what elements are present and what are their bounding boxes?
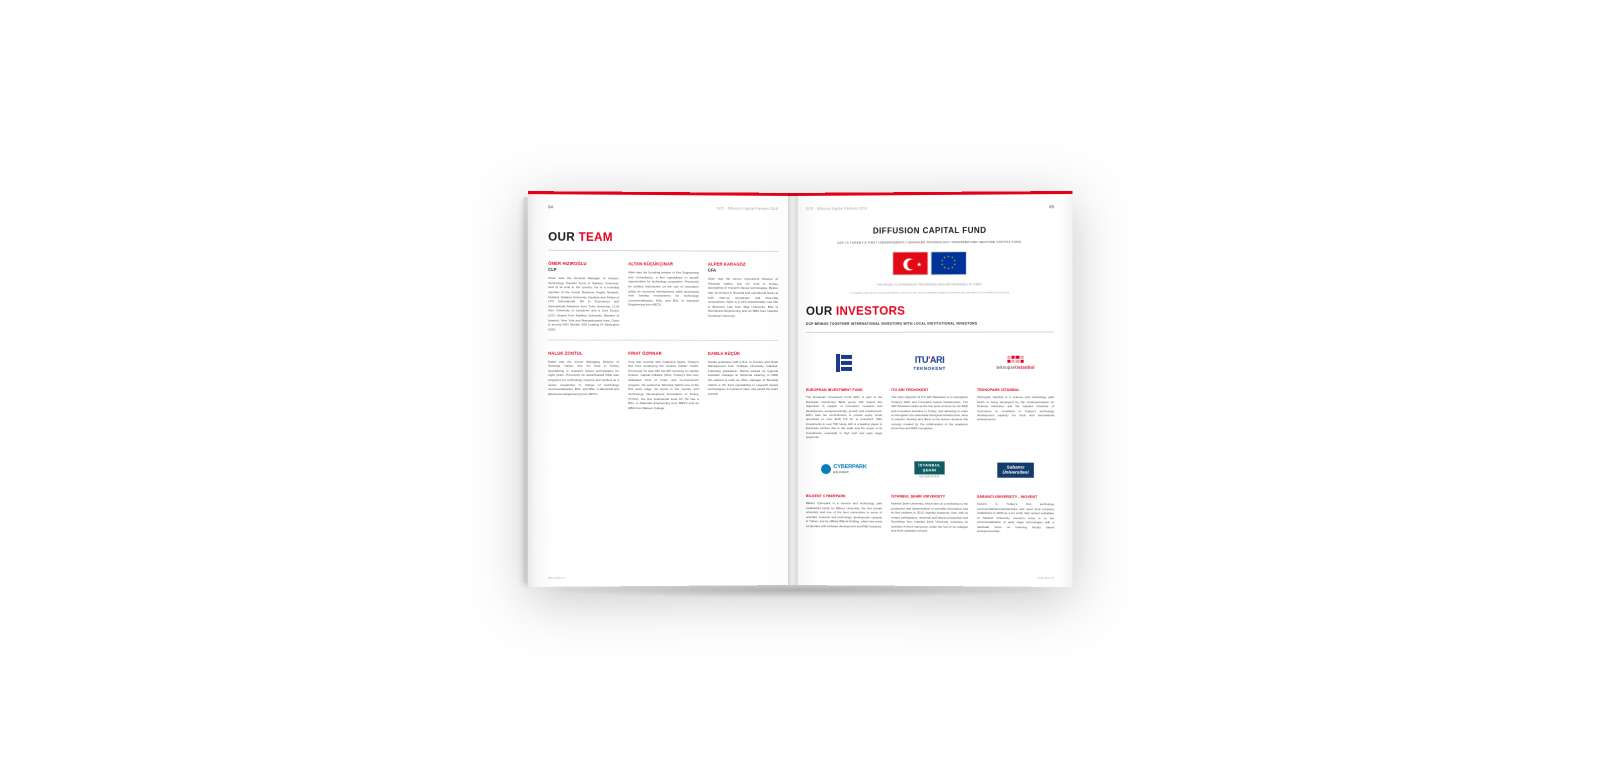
itu-ari-teknokent-logo-icon: ITU'ARI TEKNOKENT — [913, 355, 946, 372]
open-brochure — [530, 193, 1070, 585]
investor-logo-row-1 — [806, 346, 1054, 380]
investor-description: Teknopark Istanbul is a science and technology park which is being developed by the Undersecretariat for Defense Industries and the Istanbul Chamber of Commerce to contribute to Turkey's technology development capacity for local and international entrepreneurs. — [977, 395, 1055, 422]
funding-disclaimer: THIS PROJECT IS CO-FINANCED BY THE EUROPEAN UNION AND THE REPUBLIC OF TURKEY — [877, 284, 983, 287]
team-member-name: ÖMER HIZIROĞLU — [548, 260, 587, 267]
team-member-name: HALUK ZONTUL — [548, 350, 583, 356]
left-page-folio: 04 — [548, 204, 554, 210]
turkey-flag-icon: ★ — [892, 251, 928, 275]
eif-logo-icon — [806, 346, 882, 380]
team-member-bio: Haluk was the former Managing Director of Teknoloji Yatirim, first VC fund in Turkey specializing in research based technologies for eight years. Previously he spearheaded R&D loan programs for technology projects and worked as a senior researcher in charge of technology commercialization. BSc. and MSc. in Electrical and Electronics Engineering from METU. — [548, 359, 620, 396]
team-member-credential: CLP — [548, 266, 557, 272]
investors-title-highlight: INVESTORS — [835, 305, 906, 319]
page-title-highlight: TEAM — [578, 231, 613, 245]
team-member-name: ALPER KARAGÖZ — [707, 261, 746, 267]
right-page-folio: 05 — [1049, 204, 1055, 210]
team-member-name: DAMLA KÜÇÜK — [707, 350, 741, 356]
investor-text-row-1 — [806, 388, 1054, 440]
team-member-bio: Alper was the former Investment Director of Teknoloji Yatirim, first VC fund in Turkey specializing in research based technologies. Before that, he worked in financial and operational areas at both start-up companies and blue-chip corporations. Alper is a CFA charterholder, has MA in Business Law from Bilgi University, BSc in Mechanical Engineering and an MBA from Istanbul Technical University. — [707, 276, 779, 318]
investor-name: İSTANBUL ŞEHİR UNIVERSITY — [891, 494, 946, 500]
right-page — [792, 191, 1073, 587]
investor-name: BİLKENT CYBERPARK — [805, 494, 846, 499]
team-member-name: ALTAN KÜÇÜKÇINAR — [628, 261, 674, 267]
sabanci-university-logo-icon: Sabancı Üniversitesi — [977, 453, 1054, 488]
fund-subtitle: DCF IS TURKEY'S FIRST INDEPENDENTLY MANAGED TECHNOLOGY TRANSFER AND VENTURE CAPITAL FUND. — [837, 239, 1023, 245]
page-title — [548, 232, 778, 245]
investor-name: TEKNOPARK ISTANBUL — [977, 388, 1020, 393]
team-member-name: FIRAT ÖZPINAR — [628, 350, 662, 356]
left-page — [528, 191, 792, 587]
team-member-card — [628, 350, 699, 410]
investor-card — [891, 495, 968, 534]
investor-name: EUROPEAN INVESTMENT FUND — [805, 388, 863, 393]
page-title-prefix: OUR — [548, 231, 579, 244]
european-union-flag-icon: ★ ★ ★ ★ ★ ★ ★ ★ ★ ★ — [931, 251, 967, 275]
istanbul-sehir-university-logo-icon: İSTANBUL ŞEHİR ÜNİVERSİTESİ — [891, 453, 968, 487]
flag-row — [806, 251, 1054, 276]
investor-name: SABANCI UNIVERSITY - INOVENT — [977, 495, 1038, 500]
investors-divider — [806, 332, 1054, 334]
left-page-runhead-text: DCP - Diffusion Capital Partners 2016 — [716, 205, 779, 211]
team-member-bio: Damla graduated with a B.A. in Tourism and Hotel Management from Yeditepe University, Istanbul. Following graduation, Damla worked as regional assistant manager at Tamtema catering, in 2006 she started to work as office manager at Teknoloji Yatirim a VC fund specializing in research based technologies. A myriad of roles, she joined the team at DCP. — [707, 359, 779, 396]
team-row-2 — [548, 350, 778, 410]
investor-card — [806, 495, 882, 533]
investors-subtitle: DCP BRINGS TOGETHER INTERNATIONAL INVESTORS WITH LOCAL INSTITUTIONAL INVESTORS — [805, 321, 978, 327]
team-member-card — [708, 350, 778, 410]
team-member-credential: CFA — [707, 267, 717, 273]
investor-description: Bilkent Cyberpark is a science and technology park established jointly by Bilkent University, the first private university and one of the best universities in terms of scientific research and technology development capacity in Turkey, and its affiliate Bilkent Holding, which has many companies with software development and R&D functions. — [805, 501, 883, 529]
team-member-card — [708, 262, 778, 333]
team-member-bio: Omer was the General Manager of Inovent, Technology Transfer Fund of Sabanci University. And of its kind in the country. He is a founding member of the Cendo Business Angels Network. Istanbul. Sabanci University, Karabuk and Fellow of LTD International. BA in Economics and International Relations from Tufts University, LL.M from University of Lausanne and a Juris Doctor (J.D.) degree from Kadikoy University. Member of Istanbul, New York and Massachusetts bars. Omer is among HNY Worlds' 500 Leading IP Strategists 2019. — [548, 275, 620, 332]
team-member-bio: Fırat was recently with Collective Spark, Turkey's first fund employing the venture builder model. Previously he was with the EIF focusing on startup finance. Capital Initiative (NCI). Turkey's first ever dedicated fund of funds and co-investment program. He worked at Teknoloji Yatirim one of the first early stage VC funds in the country and Technology Development Foundation of Turkey (TTGV), the first institutional local LP. He has a BSc. in Materials Engineering from METU and an MBA from Babson College. — [628, 359, 699, 410]
team-row-1 — [548, 261, 778, 333]
investors-title — [806, 305, 1054, 318]
team-member-bio: Altan was the founding partner of Kez Engineering and Consultancy, a firm specialized in growth opportunities for technology companies. Previously he worked extensively on the role of innovation policy on economic development, while developing new funding mechanisms for technology commercialization. MSc. and BSc. in Industrial Engineering from METU. — [628, 270, 699, 307]
investor-name: ITU ARI TEKNOKENT — [891, 388, 929, 393]
teknopark-istanbul-logo-icon: teknoparkistanbul — [977, 346, 1054, 380]
investor-description: The main objective of ITU ARI Teknokent is to strengthen Turkey's R&D and innovation based infrastructure. ITU ARI Teknokent ranks as the first point of focus for the R&D and innovation activities in Turkey, and attracting in order to strengthen the nationwide biological infrastructure, aims to support, develop and direct to the sectors dynamic link synergy created by the collaboration of the academic know-how and R&D companies. — [891, 395, 968, 431]
investor-text-row-2 — [806, 495, 1054, 534]
bilkent-cyberpark-logo-icon: CYBERPARK BİLKENT — [806, 453, 882, 487]
investor-card — [977, 495, 1054, 534]
investor-description: Istanbul Şehir University, which aims at contributing to the production and dissemination of scientific information and its first students in 2010. Istanbul Academic Year, with its unique participatory, universal and liberal perspective and flourishing from Istanbul Şehir University continues its activities in three campuses, under the roof of six colleges and three graduate schools. — [891, 501, 968, 533]
team-member-card — [548, 261, 619, 332]
investor-description: Inovent is Turkey's first technology commercialization/acceleration and seed fund company established in 2006 as a for profit, fully owned subsidiary of Sabanci University. Inovent's focus is on the commercialization of early stage technologies with a particular focus on fostering faculty based entrepreneurship. — [977, 502, 1055, 534]
investor-card — [977, 388, 1054, 440]
title-divider — [548, 250, 778, 252]
right-page-runhead — [806, 204, 1054, 211]
fund-title: DIFFUSION CAPITAL FUND — [872, 225, 987, 236]
fund-scope-note: DCF RAISES THE GROWTH AND INVESTMENTS. THE FUND WILL INVEST RESEARCH-BASED WITH A SPECIAL EMPHASIS ON ITS EMERGING REGIONS. — [849, 291, 1010, 295]
team-row-divider — [548, 339, 778, 340]
team-member-card — [548, 350, 619, 410]
team-member-card — [628, 261, 699, 332]
investor-logo-row-2 — [806, 453, 1054, 488]
right-page-runhead-text: DCP - Diffusion Capital Partners 2016 — [805, 205, 868, 211]
left-page-runhead — [548, 204, 778, 211]
investor-card — [891, 388, 968, 440]
investor-card — [806, 388, 882, 439]
investors-title-prefix: OUR — [805, 306, 836, 319]
left-page-footer-url: www.dcp.vc — [548, 576, 566, 580]
investor-description: The European Investment Fund (EIF) is part of the European Investment Bank group. EIF fosters EU objectives in support of innovation, research and development, entrepreneurship, growth, and employment. EIF's total net commitments to private equity funds amounted to over EUR 9.6 bn at end-2014. With investments in over 500 funds, EIF is a leading player in European venture due to the scale and the scope of its investments, especially in high tech and early stage segments. — [805, 395, 883, 440]
right-page-footer-url: www.dcp.vc — [1037, 576, 1055, 580]
